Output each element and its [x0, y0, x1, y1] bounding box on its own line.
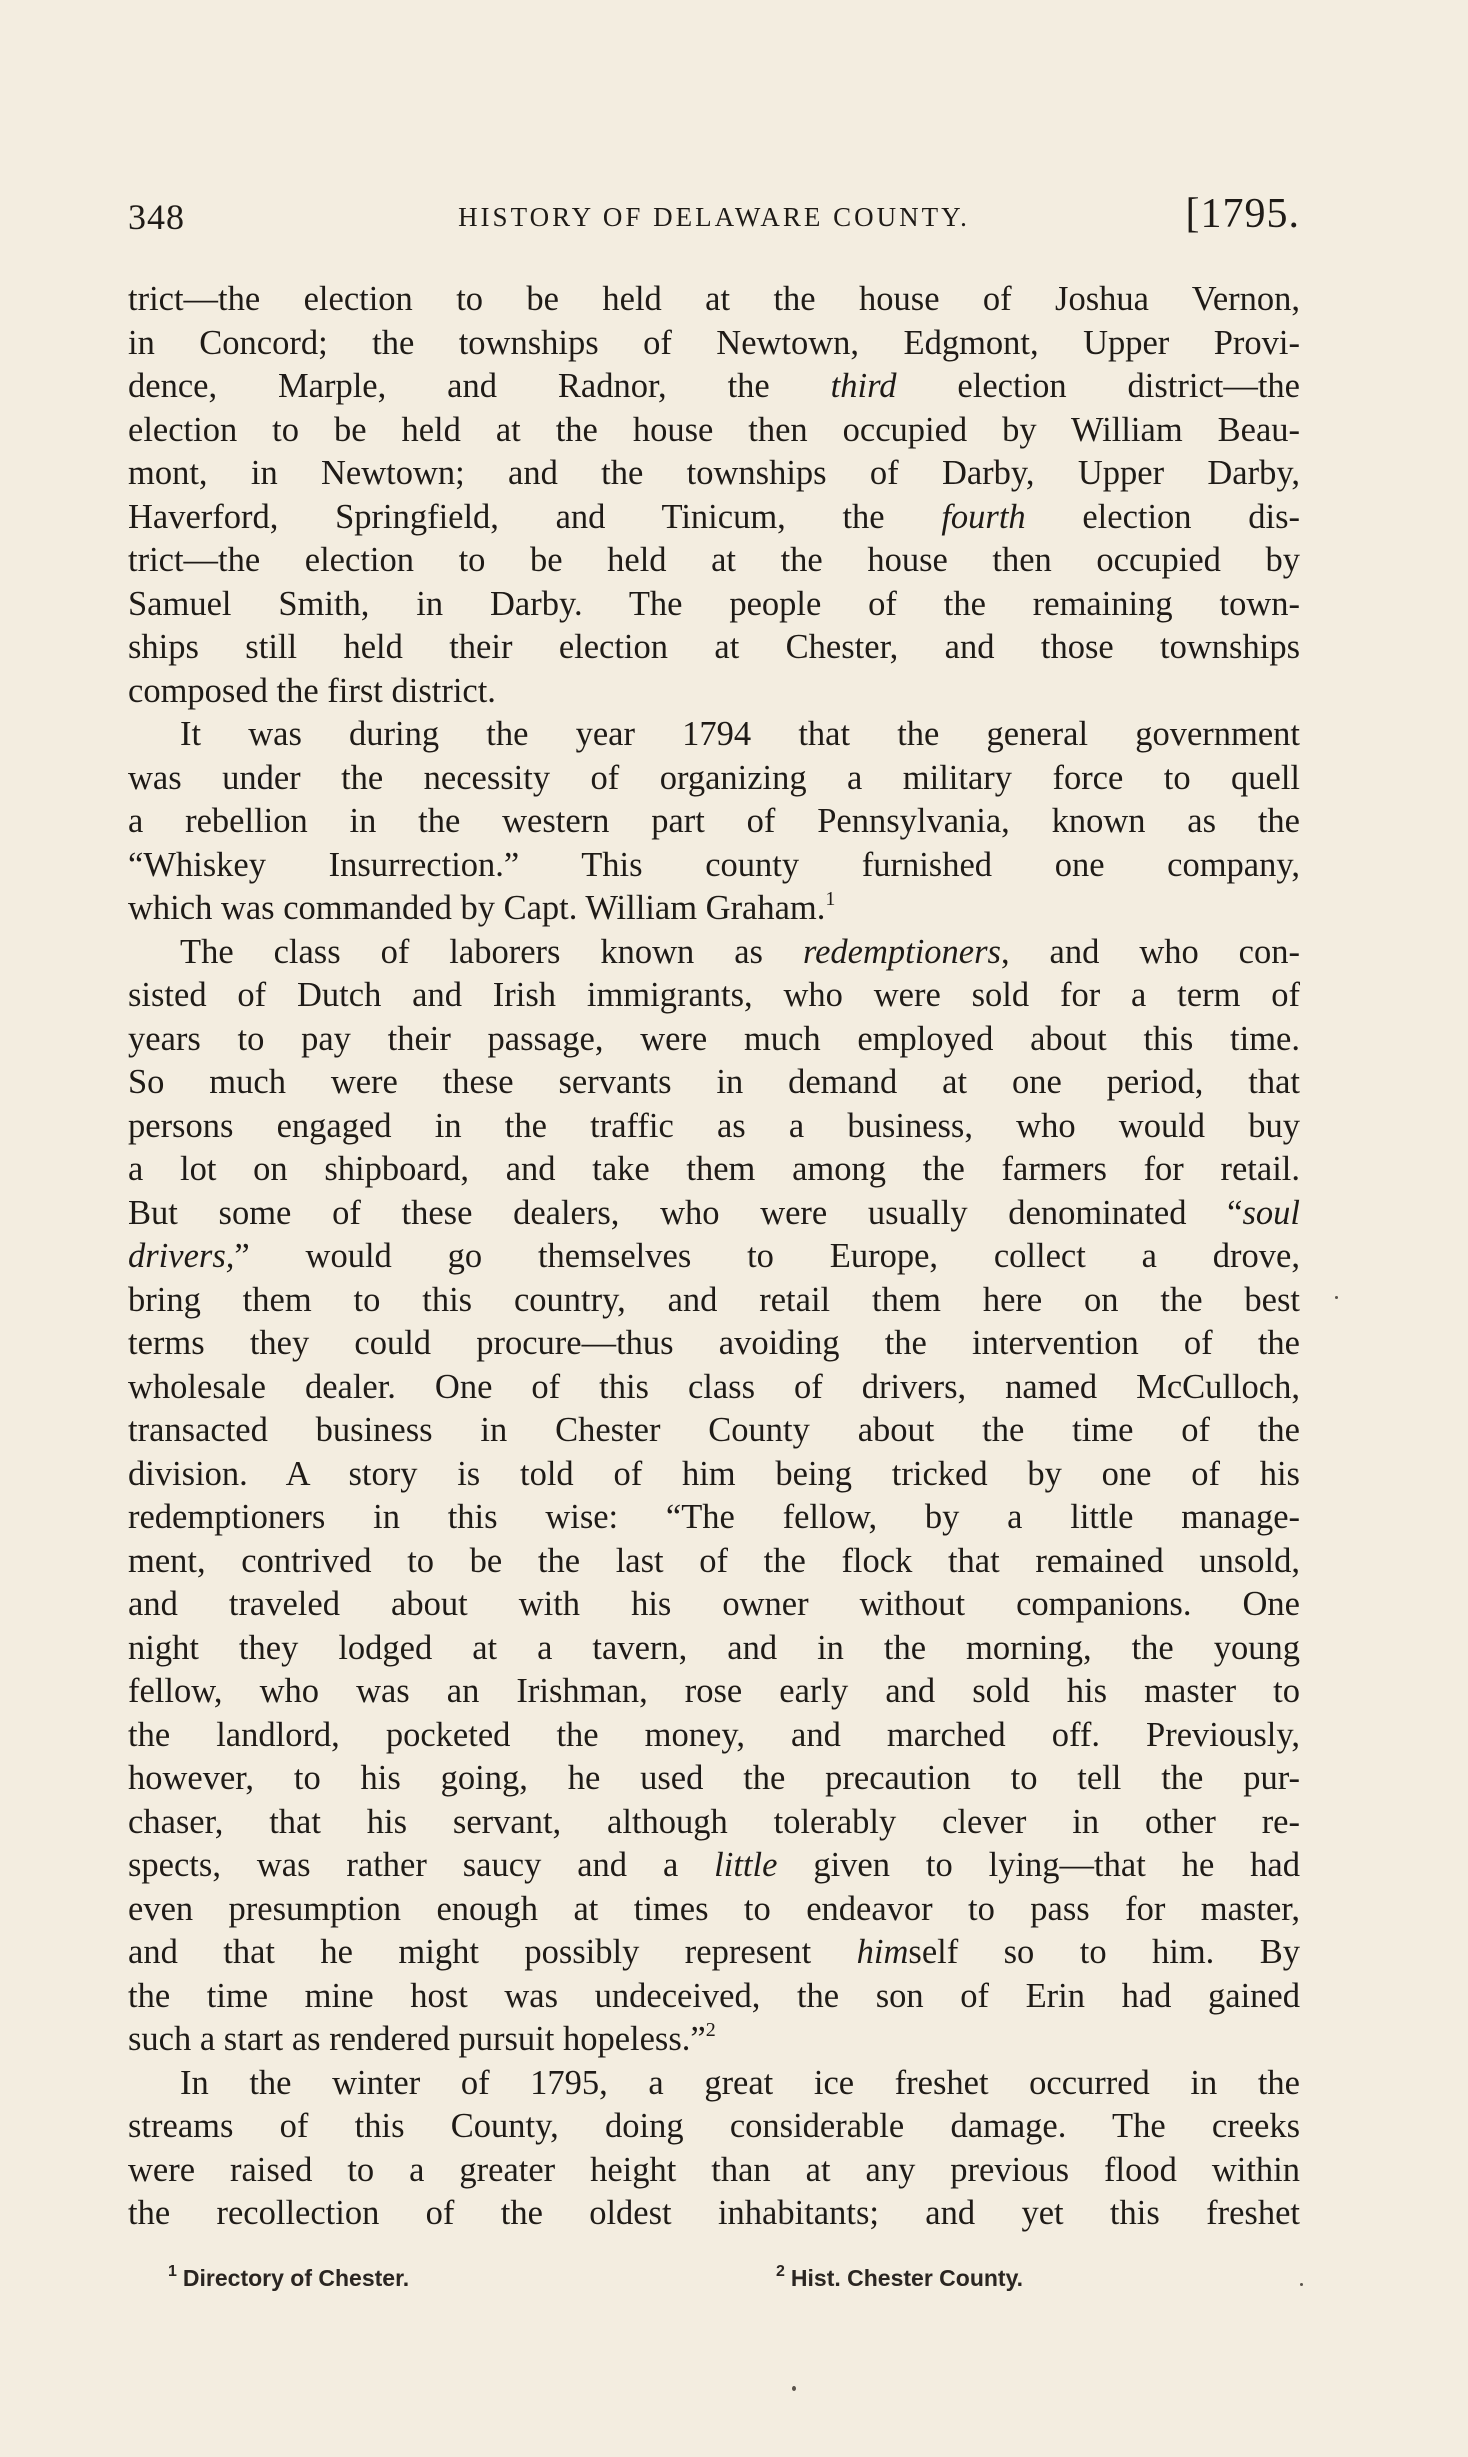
paragraph-start-line: In the winter of 1795, a great ice freshet occurred in the — [180, 2063, 1300, 2102]
text-line: however, to his going, he used the precaution to tell the pur- — [128, 1759, 1300, 1797]
text-line: and traveled about with his owner without companions. One — [128, 1585, 1300, 1623]
paper-speck — [1335, 1296, 1338, 1299]
text-line: composed the first district. — [128, 671, 496, 710]
text-line: fellow, who was an Irishman, rose early and sold his master to — [128, 1672, 1300, 1710]
text-line: trict—the election to be held at the house then occupied by — [128, 541, 1300, 579]
text-line: were raised to a greater height than at any previous flood within — [128, 2150, 1300, 2189]
footnote-2 — [776, 2265, 1023, 2292]
footnote-ref-1: 1 — [825, 888, 836, 910]
body-text — [128, 278, 1300, 2236]
text-line: spects, was rather saucy and a little given to lying—that he had — [128, 1846, 1300, 1884]
footnote-1 — [168, 2265, 409, 2292]
text-line: bring them to this country, and retail them here on the best — [128, 1280, 1300, 1319]
text-line: years to pay their passage, were much employed about this time. — [128, 1019, 1300, 1058]
text-line: ment, contrived to be the last of the flock that remained unsold, — [128, 1541, 1300, 1580]
text-line: the recollection of the oldest inhabitants; and yet this freshet — [128, 2194, 1300, 2232]
text-line: drivers,” would go themselves to Europe, collect a drove, — [128, 1237, 1300, 1275]
footnote-text: Directory of Chester. — [182, 2265, 410, 2291]
line-text: such a start as rendered pursuit hopeless.” — [128, 2020, 706, 2058]
paragraph-start-line: The class of laborers known as redemptioners, and who con- — [180, 932, 1300, 971]
text-line: a lot on shipboard, and take them among the farmers for retail. — [128, 1150, 1300, 1188]
text-line: terms they could procure—thus avoiding the intervention of the — [128, 1324, 1300, 1362]
text-line: chaser, that his servant, although tolerably clever in other re- — [128, 1802, 1300, 1841]
text-line: the landlord, pocketed the money, and marched off. Previously, — [128, 1715, 1300, 1754]
text-line: election to be held at the house then occupied by William Beau- — [128, 410, 1300, 449]
paper-speck — [1300, 2283, 1303, 2286]
text-line: trict—the election to be held at the house of Joshua Vernon, — [128, 280, 1300, 318]
footnote-number: 1 — [168, 2263, 177, 2280]
text-line: ships still held their election at Chester, and those townships — [128, 628, 1300, 666]
text-line: So much were these servants in demand at one period, that — [128, 1063, 1300, 1101]
page-number: 348 — [128, 197, 185, 237]
text-line: a rebellion in the western part of Pennsylvania, known as the — [128, 802, 1300, 840]
text-line-with-footnote — [128, 2018, 1300, 2062]
footnote-ref-2: 2 — [705, 2019, 716, 2041]
text-line: redemptioners in this wise: “The fellow, by a little manage- — [128, 1498, 1300, 1536]
text-line: dence, Marple, and Radnor, the third election district—the — [128, 367, 1300, 405]
text-line: wholesale dealer. One of this class of drivers, named McCulloch, — [128, 1367, 1300, 1406]
text-line: “Whiskey Insurrection.” This county furnished one company, — [128, 845, 1300, 884]
year-marker: [1795. — [1185, 191, 1300, 237]
text-line: mont, in Newtown; and the townships of Darby, Upper Darby, — [128, 454, 1300, 492]
line-text: which was commanded by Capt. William Graham. — [128, 889, 826, 927]
text-line: was under the necessity of organizing a military force to quell — [128, 758, 1300, 797]
paragraph-start-line: It was during the year 1794 that the general government — [180, 715, 1300, 753]
text-line: Haverford, Springfield, and Tinicum, the fourth election dis- — [128, 497, 1300, 536]
footnote-text: Hist. Chester County. — [790, 2265, 1024, 2291]
running-head — [128, 191, 1300, 246]
text-line: streams of this County, doing considerable damage. The creeks — [128, 2107, 1300, 2145]
text-line: persons engaged in the traffic as a business, who would buy — [128, 1106, 1300, 1145]
text-line: the time mine host was undeceived, the son of Erin had gained — [128, 1976, 1300, 2015]
text-line: in Concord; the townships of Newtown, Edgmont, Upper Provi- — [128, 323, 1300, 362]
footnotes — [168, 2265, 1298, 2305]
text-line: But some of these dealers, who were usually denominated “soul — [128, 1193, 1300, 1232]
text-line: transacted business in Chester County about the time of the — [128, 1411, 1300, 1449]
text-line: even presumption enough at times to endeavor to pass for master, — [128, 1889, 1300, 1928]
text-line: sisted of Dutch and Irish immigrants, who were sold for a term of — [128, 976, 1300, 1014]
footnote-number: 2 — [776, 2263, 785, 2280]
text-line: and that he might possibly represent himself so to him. By — [128, 1933, 1300, 1971]
running-title: HISTORY OF DELAWARE COUNTY. — [458, 202, 970, 232]
text-line-with-footnote — [128, 887, 1300, 931]
text-line: night they lodged at a tavern, and in the morning, the young — [128, 1628, 1300, 1667]
paper-speck — [792, 2386, 796, 2391]
text-line: Samuel Smith, in Darby. The people of the remaining town- — [128, 584, 1300, 623]
text-line: division. A story is told of him being tricked by one of his — [128, 1454, 1300, 1493]
